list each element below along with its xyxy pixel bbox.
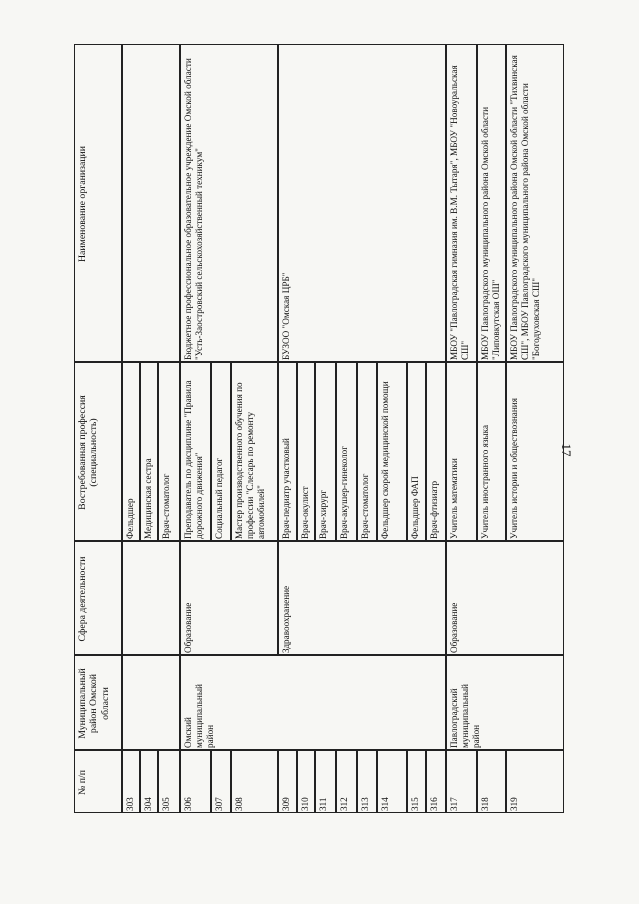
- cell-num: [180, 750, 211, 813]
- cell-num-text: 310: [300, 797, 310, 811]
- cell-num-text: 319: [509, 797, 519, 811]
- cell-num: [377, 750, 407, 813]
- cell-num: [336, 750, 357, 813]
- header-cell-district: [74, 655, 122, 750]
- cell-num: [446, 750, 477, 813]
- cell-num: [357, 750, 377, 813]
- cell-district: [446, 655, 564, 750]
- cell-num: [506, 750, 564, 813]
- cell-num-text: 309: [281, 797, 291, 811]
- cell-organization: [477, 44, 506, 362]
- header-district: Муниципальный район Омской области: [77, 668, 111, 739]
- cell-num-text: 315: [410, 797, 420, 811]
- cell-organization-text: МБОУ Павлоградского муниципального района Омской области "Тихвинская СШ", МБОУ Павлоградского муниципального района Омской области "Богодуховская СШ": [509, 55, 541, 360]
- cell-organization: [278, 44, 446, 362]
- page-number: 17: [559, 443, 574, 457]
- cell-district-text: Омский муниципальный район: [183, 684, 215, 748]
- cell-profession: [211, 362, 231, 541]
- cell-num-text: 306: [183, 797, 193, 811]
- cell-profession-text: Врач-стоматолог: [360, 473, 370, 539]
- cell-organization: [180, 44, 278, 362]
- cell-num: [122, 750, 140, 813]
- cell-num-text: 308: [234, 797, 244, 811]
- cell-profession-text: Врач-педиатр участковый: [281, 438, 291, 539]
- cell-profession-text: Преподаватель по дисциплине "Правила дорожного движения": [183, 380, 204, 539]
- header-cell-num: [74, 750, 122, 813]
- cell-profession-text: Учитель иностранного языка: [480, 424, 490, 539]
- cell-district-text: Павлоградский муниципальный район: [449, 684, 481, 748]
- cell-profession: [336, 362, 357, 541]
- cell-district: [122, 655, 180, 750]
- cell-num-text: 303: [125, 797, 135, 811]
- cell-profession: [297, 362, 315, 541]
- cell-profession-text: Фельдшер ФАП: [410, 476, 420, 539]
- header-cell-profession: [74, 362, 122, 541]
- cell-sphere: [122, 541, 180, 655]
- cell-profession-text: Врач-окулист: [300, 486, 310, 539]
- cell-profession-text: Учитель математики: [449, 458, 459, 539]
- cell-num: [231, 750, 278, 813]
- cell-sphere: [446, 541, 564, 655]
- cell-sphere-text: Образование: [449, 602, 459, 653]
- header-profession: Востребованная профессия (специальность): [77, 395, 100, 510]
- cell-profession-text: Врач-фтизиатр: [429, 480, 439, 539]
- cell-profession-text: Врач-хирург: [318, 489, 328, 539]
- cell-sphere: [180, 541, 278, 655]
- cell-num-text: 305: [161, 797, 171, 811]
- cell-profession: [158, 362, 180, 541]
- cell-profession: [426, 362, 446, 541]
- cell-num: [278, 750, 297, 813]
- cell-profession: [446, 362, 477, 541]
- cell-num-text: 318: [480, 797, 490, 811]
- cell-num: [407, 750, 426, 813]
- cell-num-text: 314: [380, 797, 390, 811]
- cell-num: [426, 750, 446, 813]
- cell-num-text: 304: [143, 797, 153, 811]
- cell-organization-text: Бюджетное профессиональное образовательное учреждение Омской области "Усть-Заостровский сельскохозяйственный техникум": [183, 58, 204, 360]
- cell-profession: [122, 362, 140, 541]
- cell-organization-text: МБОУ Павлоградского муниципального района Омской области "Липовкутская ОШ": [480, 106, 501, 360]
- header-num: № п/п: [77, 770, 88, 796]
- cell-profession: [315, 362, 336, 541]
- cell-sphere: [278, 541, 446, 655]
- cell-organization: [506, 44, 564, 362]
- cell-num-text: 312: [339, 797, 349, 811]
- cell-profession-text: Фельдшер: [125, 498, 135, 539]
- cell-num: [158, 750, 180, 813]
- cell-sphere-text: Здравоохранение: [281, 585, 291, 653]
- cell-sphere-text: Образование: [183, 602, 193, 653]
- cell-num-text: 311: [318, 797, 328, 811]
- cell-profession: [278, 362, 297, 541]
- cell-num: [315, 750, 336, 813]
- cell-organization-text: МБОУ "Павлоградская гимназия им. В.М. Тытаря", МБОУ "Новоуральская СШ": [449, 65, 470, 360]
- cell-organization: [122, 44, 180, 362]
- cell-num-text: 307: [214, 797, 224, 811]
- cell-profession-text: Мастер производственного обучения по профессии "Слесарь по ремонту автомобилей": [234, 382, 266, 539]
- cell-num: [477, 750, 506, 813]
- cell-profession-text: Социальный педагог: [214, 457, 224, 539]
- cell-profession: [407, 362, 426, 541]
- cell-num-text: 317: [449, 797, 459, 811]
- cell-profession: [231, 362, 278, 541]
- header-organization: Наименование организации: [77, 145, 88, 263]
- rotated-grid: [74, 44, 564, 813]
- cell-profession-text: Врач-акушер-гинеколог: [339, 445, 349, 539]
- cell-district: [180, 655, 446, 750]
- cell-profession: [357, 362, 377, 541]
- cell-profession: [140, 362, 158, 541]
- cell-num-text: 316: [429, 797, 439, 811]
- header-cell-sphere: [74, 541, 122, 655]
- cell-num: [297, 750, 315, 813]
- cell-profession-text: Фельдшер скорой медицинской помощи: [380, 381, 390, 539]
- cell-organization-text: БУЗОО "Омская ЦРБ": [281, 272, 291, 360]
- cell-organization: [446, 44, 477, 362]
- cell-profession-text: Учитель истории и обществознания: [509, 398, 519, 539]
- cell-num: [211, 750, 231, 813]
- cell-profession: [506, 362, 564, 541]
- cell-profession-text: Медицинская сестра: [143, 458, 153, 539]
- cell-profession-text: Врач-стоматолог: [161, 473, 171, 539]
- header-cell-organization: [74, 44, 122, 362]
- cell-num: [140, 750, 158, 813]
- cell-profession: [180, 362, 211, 541]
- cell-profession: [477, 362, 506, 541]
- cell-profession: [377, 362, 407, 541]
- header-sphere: Сфера деятельности: [77, 556, 88, 642]
- cell-num-text: 313: [360, 797, 370, 811]
